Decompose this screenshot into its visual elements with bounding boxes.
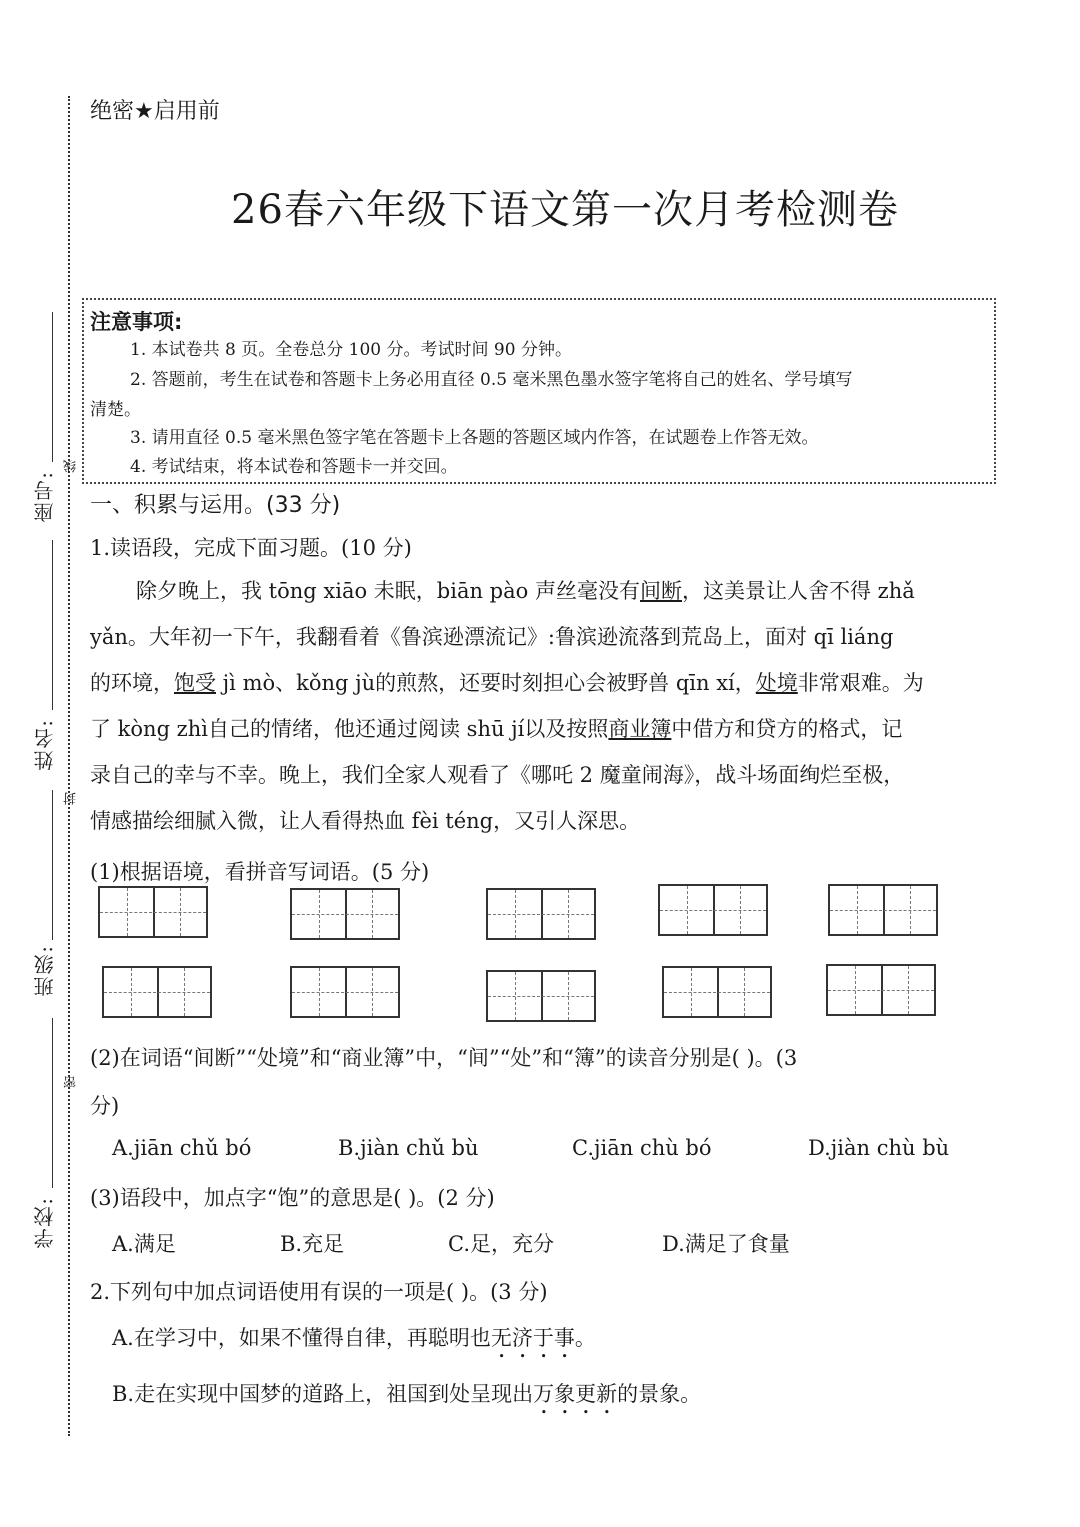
answer-grid[interactable]: [486, 970, 596, 1022]
answer-grid[interactable]: [102, 966, 212, 1018]
answer-grid[interactable]: [486, 888, 596, 940]
section-heading: 一、积累与运用。(33 分): [90, 493, 341, 518]
school-label: 学校:: [33, 1196, 57, 1249]
answer-grid[interactable]: [98, 886, 208, 938]
question-1-stem: 1.读语段，完成下面习题。(10 分): [90, 536, 412, 560]
dotted-phrase: 万象更新: [533, 1382, 618, 1406]
option-text: 。: [574, 1326, 596, 1350]
sub-question-1: (1)根据语境，看拼音写词语。(5 分): [90, 860, 430, 884]
passage-text: 录自己的幸与不幸。晚上，我们全家人观看了《哪吒 2 魔童闹海》，战斗场面绚烂至极，: [90, 763, 905, 787]
passage-text: yǎn。大年初一下午，我翻看着《鲁滨逊漂流记》:鲁滨逊流落到荒岛上，面对 qī liáng: [90, 625, 894, 649]
seat-number-label: 座号:: [33, 470, 57, 523]
sub-question-3: (3)语段中，加点字“饱”的意思是( )。(2 分): [90, 1186, 495, 1210]
option-text: 的景象。: [617, 1382, 702, 1406]
notice-item: 清楚。: [90, 400, 141, 420]
reading-passage: [90, 568, 990, 844]
passage-text: 除夕晚上，我 tōng xiāo 未眠，biān pào 声丝毫没有: [136, 579, 640, 603]
dotted-phrase: 无济于事: [490, 1326, 575, 1350]
sub-question-2: (2)在词语“间断”“处境”和“商业簿”中，“间”“处”和“簿”的读音分别是( )。(3: [90, 1046, 798, 1070]
passage-text: 非常艰难。为: [797, 671, 924, 695]
q2-option-a[interactable]: [112, 1322, 596, 1363]
answer-grid[interactable]: [290, 888, 400, 940]
option-c[interactable]: C.jiān chù bó: [572, 1136, 712, 1160]
underlined-word: 间断: [639, 579, 682, 603]
underlined-word: 处境: [755, 671, 798, 695]
confidential-label: 绝密★启用前: [90, 99, 220, 124]
passage-text: 中借方和贷方的格式，记: [671, 717, 903, 741]
passage-text: jì mò、kǒng jù的煎熬，还要时刻担心会被野兽 qīn xí，: [216, 671, 756, 695]
binding-dotted-line: [68, 96, 70, 1436]
seat-number-line: [52, 312, 53, 462]
school-line: [52, 1018, 53, 1188]
answer-grid[interactable]: [662, 966, 772, 1018]
option-d[interactable]: D.满足了食量: [662, 1232, 790, 1256]
passage-text: 情感描绘细腻入微，让人看得热血 fèi téng，又引人深思。: [90, 809, 641, 833]
option-text: B.走在实现中国梦的道路上，祖国到处呈现出: [112, 1382, 534, 1406]
passage-text: 的环境，: [90, 671, 174, 695]
option-text: A.在学习中，如果不懂得自律，再聪明也: [112, 1326, 491, 1350]
answer-grid[interactable]: [658, 884, 768, 936]
exam-title: 26春六年级下语文第一次月考检测卷: [231, 187, 899, 233]
notice-item: 2. 答题前，考生在试卷和答题卡上务必用直径 0.5 毫米黑色墨水签字笔将自己的姓名、学号填写: [130, 370, 853, 390]
option-d[interactable]: D.jiàn chù bù: [808, 1136, 950, 1160]
option-a[interactable]: A.jiān chǔ bó: [112, 1136, 252, 1160]
answer-grid[interactable]: [290, 966, 400, 1018]
notice-heading: 注意事项:: [90, 310, 183, 334]
passage-text: ，这美景让人舍不得 zhǎ: [681, 579, 915, 603]
seal-mark-seal: 封: [64, 792, 79, 805]
passage-text: 了 kòng zhì自己的情绪，他还通过阅读 shū jí以及按照: [90, 717, 609, 741]
question-2-stem: 2.下列句中加点词语使用有误的一项是( )。(3 分): [90, 1280, 548, 1304]
underlined-word: 商业簿: [608, 717, 672, 741]
class-label: 班级:: [33, 944, 57, 997]
answer-grid[interactable]: [828, 884, 938, 936]
notice-item: 1. 本试卷共 8 页。全卷总分 100 分。考试时间 90 分钟。: [130, 340, 572, 360]
name-label: 姓名:: [33, 718, 57, 771]
name-line: [52, 540, 53, 710]
sub-question-2-cont: 分): [90, 1094, 120, 1118]
q2-option-b[interactable]: [112, 1378, 701, 1419]
underlined-word: 饱受: [174, 671, 216, 695]
answer-grid[interactable]: [826, 964, 936, 1016]
option-c[interactable]: C.足，充分: [448, 1232, 554, 1256]
option-b[interactable]: B.jiàn chǔ bù: [338, 1136, 479, 1160]
notice-item: 3. 请用直径 0.5 毫米黑色签字笔在答题卡上各题的答题区域内作答，在试题卷上作答无效。: [130, 428, 819, 448]
class-line: [52, 790, 53, 940]
seal-mark-secret: 密: [64, 1076, 79, 1089]
option-b[interactable]: B.充足: [280, 1232, 345, 1256]
option-a[interactable]: A.满足: [112, 1232, 176, 1256]
notice-item: 4. 考试结束，将本试卷和答题卡一并交回。: [130, 457, 458, 477]
seal-mark-line: 线: [64, 460, 79, 473]
